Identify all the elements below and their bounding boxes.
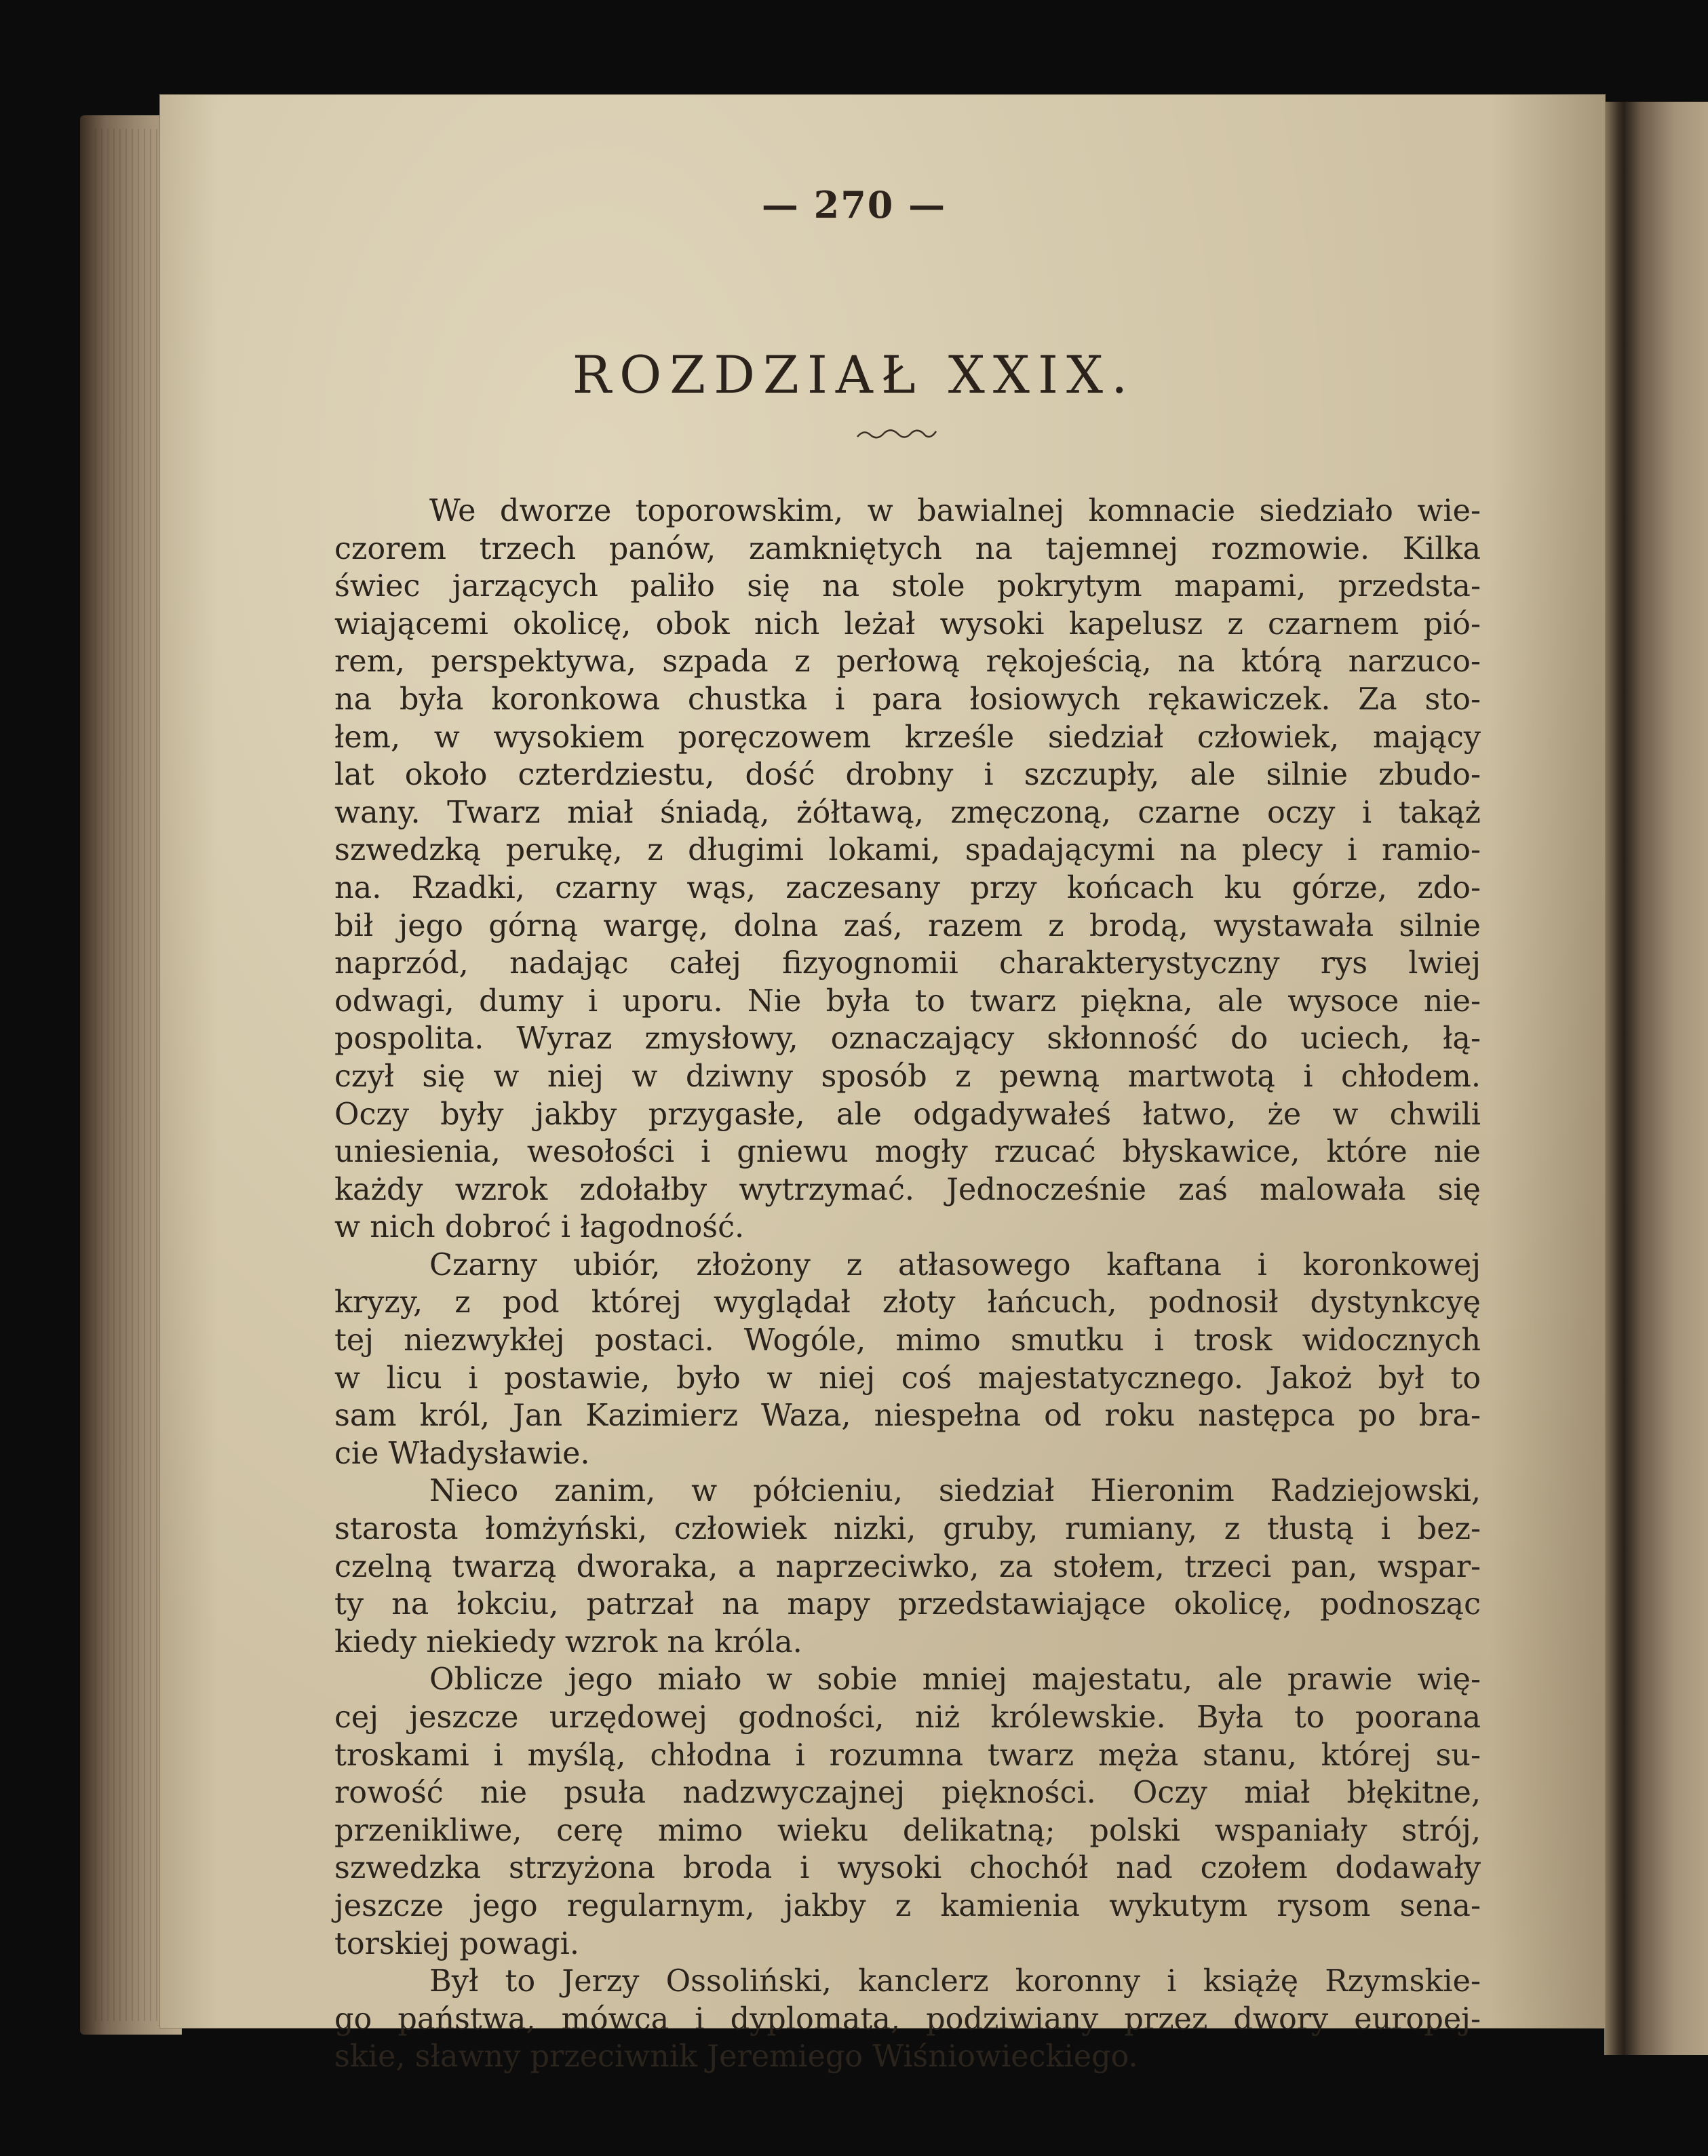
- text-line: świec jarzących paliło się na stole pokrytym mapami, przedsta-: [334, 569, 1481, 604]
- text-line: troskami i myślą, chłodna i rozumna twarz męża stanu, której su-: [334, 1738, 1481, 1773]
- text-line: go państwa, mówca i dyplomata, podziwiany przez dwory europej-: [334, 2001, 1481, 2037]
- text-line: kiedy niekiedy wzrok na króla.: [334, 1624, 802, 1660]
- text-line: szwedzka strzyżona broda i wysoki chochół nad czołem dodawały: [334, 1851, 1481, 1886]
- text-line: naprzód, nadając całej fizyognomii charakterystyczny rys lwiej: [334, 946, 1481, 981]
- text-line: rem, perspektywa, szpada z perłową rękojeścią, na którą narzuco-: [334, 644, 1481, 680]
- text-line: szwedzką perukę, z długimi lokami, spadającymi na plecy i ramio-: [334, 833, 1481, 868]
- text-line: skie, sławny przeciwnik Jeremiego Wiśniowieckiego.: [334, 2039, 1138, 2075]
- text-line: Oblicze jego miało w sobie mniej majestatu, ale prawie wię-: [429, 1662, 1481, 1698]
- text-line: Nieco zanim, w półcieniu, siedział Hieronim Radziejowski,: [429, 1474, 1481, 1509]
- text-line: Był to Jerzy Ossoliński, kanclerz koronny i książę Rzymskie-: [429, 1964, 1481, 1999]
- text-line: We dworze toporowskim, w bawialnej komnacie siedziało wie-: [429, 494, 1481, 528]
- text-line: czył się w niej w dziwny sposób z pewną martwotą i chłodem.: [334, 1059, 1481, 1094]
- ornament-divider: [856, 426, 937, 442]
- text-line: czelną twarzą dworaka, a naprzeciwko, za stołem, trzeci pan, wspar-: [334, 1549, 1481, 1584]
- text-line: bił jego górną wargę, dolna zaś, razem z brodą, wystawała silnie: [334, 908, 1481, 943]
- text-line: torskiej powagi.: [334, 1926, 580, 1961]
- text-line: Czarny ubiór, złożony z atłasowego kaftana i koronkowej: [429, 1247, 1481, 1282]
- text-line: w licu i postawie, było w niej coś majestatycznego. Jakoż był to: [334, 1360, 1481, 1396]
- page-number: — 270 —: [761, 183, 947, 227]
- text-line: odwagi, dumy i uporu. Nie była to twarz piękna, ale wysoce nie-: [334, 983, 1481, 1019]
- text-line: każdy wzrok zdołałby wytrzymać. Jednocześnie zaś malowała się: [334, 1172, 1481, 1207]
- text-line: lat około czterdziestu, dość drobny i szczupły, ale silnie zbudo-: [334, 758, 1481, 793]
- text-line: cie Władysławie.: [334, 1436, 590, 1471]
- text-line: czorem trzech panów, zamkniętych na tajemnej rozmowie. Kilka: [334, 531, 1481, 566]
- text-line: uniesienia, wesołości i gniewu mogły rzucać błyskawice, które nie: [334, 1135, 1481, 1170]
- page-leaves: [95, 129, 170, 2021]
- text-line: na była koronkowa chustka i para łosiowych rękawiczek. Za sto-: [334, 682, 1481, 717]
- text-line: Oczy były jakby przygasłe, ale odgadywałeś łatwo, że w chwili: [334, 1097, 1481, 1132]
- text-line: ty na łokciu, patrzał na mapy przedstawiające okolicę, podnosząc: [334, 1587, 1481, 1622]
- text-line: kryzy, z pod której wyglądał złoty łańcuch, podnosił dystynkcyę: [334, 1285, 1481, 1320]
- text-line: cej jeszcze urzędowej godności, niż królewskie. Była to poorana: [334, 1700, 1481, 1735]
- chapter-title: ROZDZIAŁ XXIX.: [572, 345, 1136, 405]
- text-line: na. Rzadki, czarny wąs, zaczesany przy końcach ku górze, zdo-: [334, 870, 1481, 905]
- text-line: pospolita. Wyraz zmysłowy, oznaczający skłonność do uciech, łą-: [334, 1021, 1481, 1057]
- text-line: starosta łomżyński, człowiek nizki, gruby, rumiany, z tłustą i bez-: [334, 1512, 1481, 1547]
- chapter-body-text: [334, 492, 1481, 2076]
- text-line: wiającemi okolicę, obok nich leżał wysoki kapelusz z czarnem pió-: [334, 606, 1481, 642]
- text-line: rowość nie psuła nadzwyczajnej piękności. Oczy miał błękitne,: [334, 1776, 1481, 1811]
- text-line: łem, w wysokiem poręczowem krześle siedział człowiek, mający: [334, 720, 1481, 755]
- text-line: sam król, Jan Kazimierz Waza, niespełna od roku następca po bra-: [334, 1398, 1481, 1434]
- text-line: wany. Twarz miał śniadą, żółtawą, zmęczoną, czarne oczy i takąż: [334, 795, 1481, 830]
- text-line: w nich dobroć i łagodność.: [334, 1210, 745, 1245]
- text-line: tej niezwykłej postaci. Wogóle, mimo smutku i trosk widocznych: [334, 1323, 1481, 1358]
- text-line: przenikliwe, cerę mimo wieku delikatną; polski wspaniały strój,: [334, 1813, 1481, 1848]
- text-line: jeszcze jego regularnym, jakby z kamienia wykutym rysom sena-: [334, 1888, 1481, 1923]
